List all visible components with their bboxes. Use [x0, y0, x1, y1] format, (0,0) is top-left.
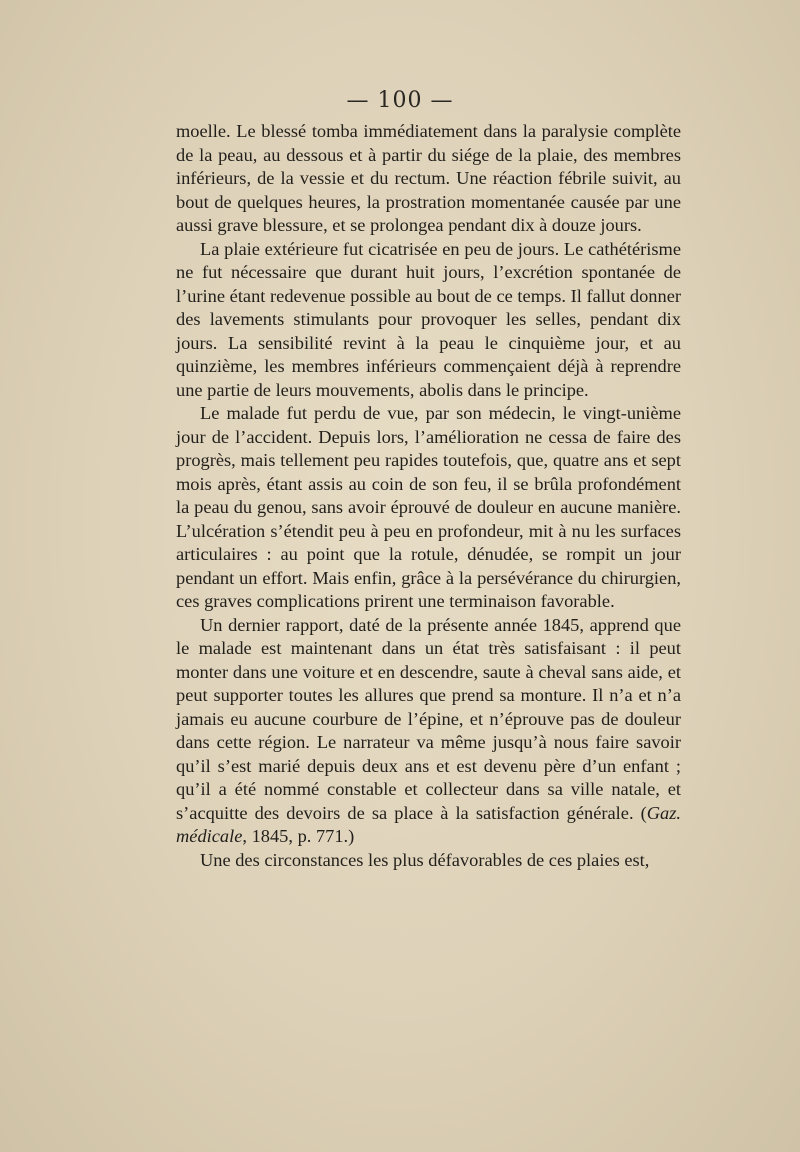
- citation-source: Gaz. médicale: [176, 802, 681, 846]
- paragraph-5: Une des circonstances les plus défavorables de ces plaies est,: [200, 849, 650, 870]
- paragraph-4: [176, 614, 681, 849]
- body-text: [176, 120, 681, 872]
- citation-tail: , 1845, p. 771.): [242, 826, 355, 846]
- paragraph-4-text: Un dernier rapport, daté de la présente année 1845, apprend que le malade est maintenant dans un état très satisfaisant : il peut monter dans une voiture et en descendre, saute à cheval sans aide, et peut supporter toutes les allures que prend sa monture. Il n’a et n’a jamais eu aucune courbure de l’épine, et n’éprouve pas de douleur dans cette région. Le narrateur va même jusqu’à nous faire savoir qu’il s’est marié depuis deux ans et est devenu père d’un enfant ; qu’il a été nommé constable et collecteur dans sa ville natale, et s’acquitte des devoirs de sa place à la satisfaction générale. (: [176, 614, 681, 823]
- paragraph-1: moelle. Le blessé tomba immédiatement dans la paralysie complète de la peau, au dessous et à partir du siége de la plaie, des membres inférieurs, de la vessie et du rectum. Une réaction fébrile suivit, au bout de quelques heures, la prostration momentanée causée par une aussi grave blessure, et se prolongea pendant dix à douze jours.: [176, 121, 681, 235]
- paragraph-2: La plaie extérieure fut cicatrisée en peu de jours. Le cathétérisme ne fut nécessaire que durant huit jours, l’excrétion spontanée de l’urine étant redevenue possible au bout de ce temps. Il fallut donner des lavements stimulants pour provoquer les selles, pendant dix jours. La sensibilité revint à la peau le cinquième jour, et au quinzième, les membres inférieurs commençaient déjà à reprendre une partie de leurs mouvements, abolis dans le principe.: [176, 238, 681, 400]
- paragraph-3: Le malade fut perdu de vue, par son médecin, le vingt-unième jour de l’accident. Depuis lors, l’amélioration ne cessa de faire des progrès, mais tellement peu rapides toutefois, que, quatre ans et sept mois après, étant assis au coin de son feu, il se brûla profondément la peau du genou, sans avoir éprouvé de douleur en aucune manière. L’ulcération s’étendit peu à peu en profondeur, mit à nu les surfaces articulaires : au point que la rotule, dénudée, se rompit un jour pendant un effort. Mais enfin, grâce à la persévérance du chirurgien, ces graves complications prirent une terminaison favorable.: [176, 403, 681, 611]
- page-number: — 100 —: [346, 88, 454, 113]
